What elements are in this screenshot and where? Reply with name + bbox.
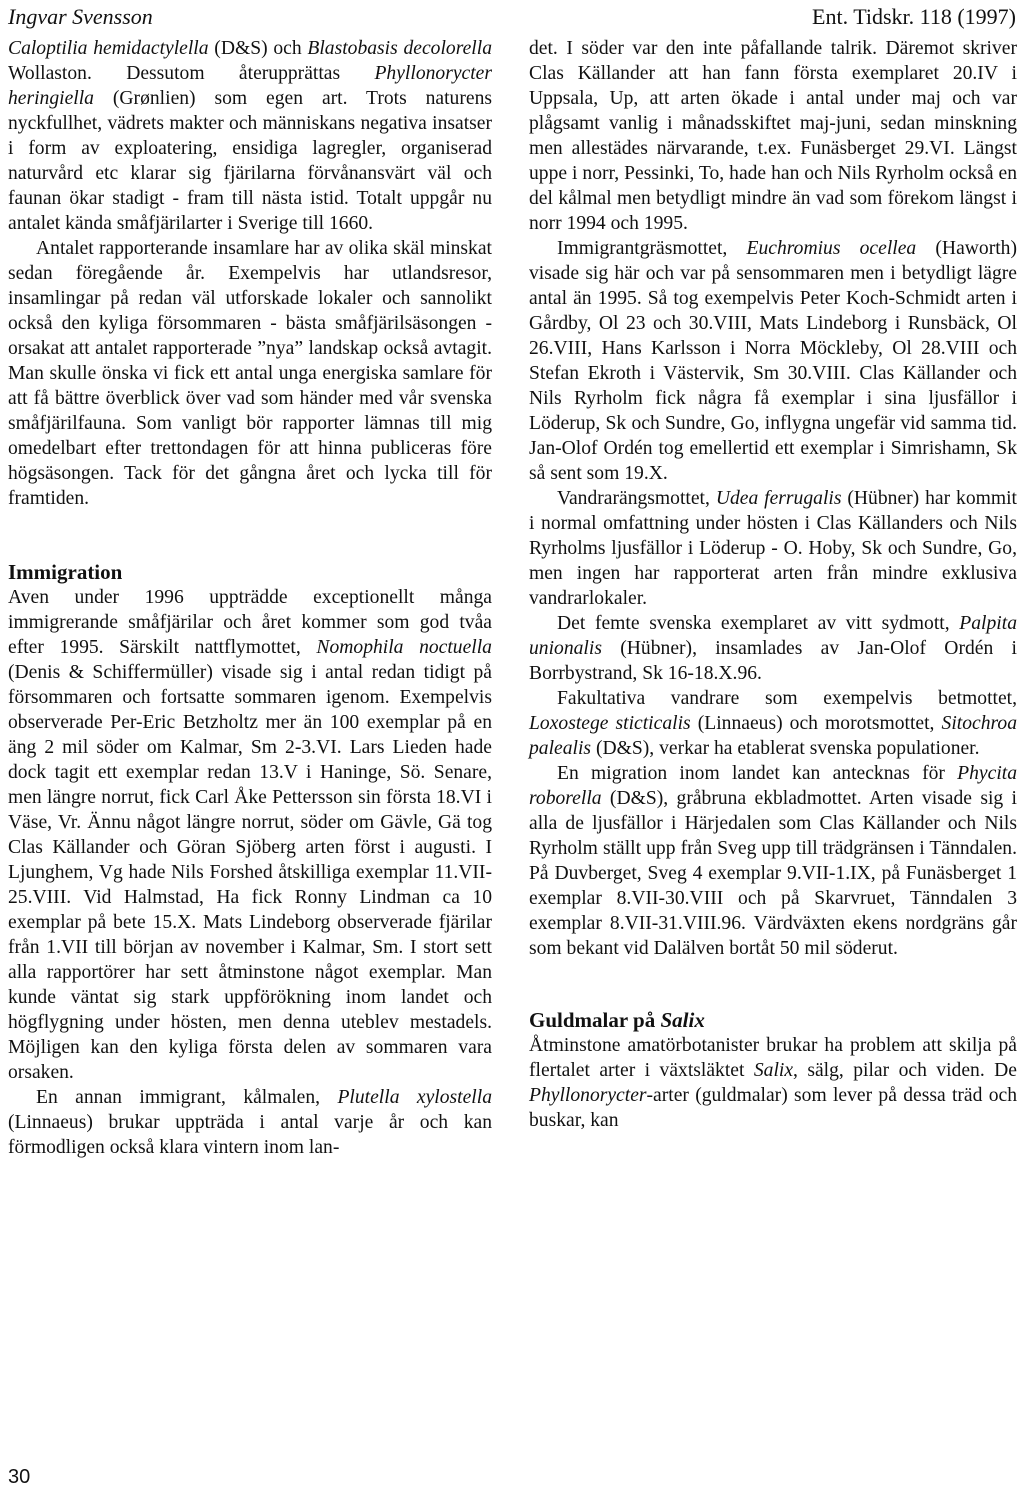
paragraph [529,236,1017,486]
italic-text: Salix [753,1060,794,1081]
paragraph [529,686,1017,761]
running-head-journal: Ent. Tidskr. 118 (1997) [812,4,1016,29]
italic-text: Blastobasis decolorella [307,38,492,59]
text-run: -arter (guldmalar) som lever på dessa träd och buskar, kan [529,1085,1017,1131]
text-run: Guldmalar på [529,1008,661,1032]
text-run: Fakultativa vandrare som exempelvis betmottet, [557,688,1017,709]
italic-text: Caloptilia hemidactylella [8,38,209,59]
text-run: Åtminstone amatörbotanister brukar ha problem att skilja på flertalet arter i växtsläktet [529,1035,1017,1081]
section-heading-immigration: Immigration [8,560,123,584]
text-run: (Denis & Schiffermüller) visade sig i antal redan tidigt på försommaren och fortsatte sommaren igenom. Exempelvis observerade Per-Eric Betzholtz mer än 100 exemplar på en äng 2 mil söder om Kalmar, Sm 2-3.VI. Lars Lieden hade dock tagit ett exemplar redan 13.V i Haninge, Sö. Senare, men längre norrut, fick Carl Åke Pettersson sin första 18.VI i Väse, Vr. Ännu något längre norrut, söder om Gävle, Gä tog Clas Källander och Göran Sjöberg arten först i augusti. I Ljunghem, Vg hade Nils Forshed åtskilliga exemplar 11.VII-25.VIII. Vid Halmstad, Ha fick Ronny Lindman ca 10 exemplar på bete 15.X. Mats Lindeborg observerade fjärilar från 1.VII till början av november i Kalmar, Sm. I stort sett alla rapportörer har sett åtminstone något exemplar. Man kunde väntat sig stark uppförökning inom landet och högflygning under hösten, men denna uteblev mestadels. Möjligen kan den kyliga första delen av sommaren vara orsaken. [8,662,492,1083]
italic-text: Loxostege sticticalis [529,713,691,734]
italic-text: Palpita unionalis [529,613,1017,659]
text-run: (Haworth) visade sig här och var på sensommaren men i betydligt lägre antal än 1995. Så tog exempelvis Peter Koch-Schmidt arten i Gårdby, Ol 23 och 30.VIII, Mats Lindeborg i Runsbäck, Ol 26.VIII, Hans Karlsson i Norra Möckleby, Ol 28.VIII och Stefan Ekroth i Västervik, Sm 30.VIII. Clas Källander och Nils Ryrholm fick några få exemplar i sina ljusfällor i Löderup, Sk och Sundre, Go, inflygna ungefär vid samma tid. Jan-Olof Ordén tog emellertid ett exemplar i Simrishamn, Sk så sent som 19.X. [529,238,1017,484]
text-run: Immigrantgräsmottet, [557,238,747,259]
italic-text: Euchromius ocellea [746,238,917,259]
text-run: (D&S), verkar ha etablerat svenska populationer. [591,738,980,759]
section-heading-guldmalar [529,1007,1017,1033]
text-run: , sälg, pilar och viden. De [793,1060,1017,1081]
text-run: (Hübner), insamlades av Jan-Olof Ordén i Borrbystrand, Sk 16-18.X.96. [529,638,1017,684]
text-run: (Hübner) har kommit i normal omfattning under hösten i Clas Källanders och Nils Ryrholms ljusfällor i Löderup - O. Hoby, Sk och Sundre, Go, men ingen har rapporterat arten från mindre exklusiva vandrarlokaler. [529,488,1017,609]
text-run: Antalet rapporterande insamlare har av olika skäl minskat sedan föregående år. Exempelvis har utlandsresor, insamlingar på redan väl utforskade lokaler och sannolikt också den kyliga försommaren - bästa småfjärilsäsongen - orsakat att antalet rapporterade ”nya” landskap också avtagit. Man skulle önska vi fick ett antal unga energiska samlare för att få bättre överblick över vad som händer med vår svenska småfjärilfauna. Som vanligt bör rapporter lämnas till mig omedelbart efter trettondagen för att hinna publiceras före högsäsongen. Tack för det gångna året och lycka till för framtiden. [8,238,492,509]
text-run: Wollaston. Dessutom återupprättas [8,63,375,84]
paragraph [8,236,492,511]
text-run: En annan immigrant, kålmalen, [36,1087,338,1108]
right-column [529,36,1017,1133]
paragraph [529,1033,1017,1133]
text-run: det. I söder var den inte påfallande talrik. Däremot skriver Clas Källander att han fann första exemplaret 20.IV i Uppsala, Up, att arten ökade i antal under maj och var plågsamt vanlig i månadsskiftet maj-juni, sedan minskning men allestädes närvarande, t.ex. Funäsberget 29.VI. Längst uppe i norr, Pessinki, To, hade han och Nils Ryrholm också en del kålmal men betydligt mindre än vad som förekom längst i norr 1994 och 1995. [529,38,1017,234]
paragraph [529,761,1017,961]
italic-text: Phyllonorycter heringiella [8,63,492,109]
text-run: En migration inom landet kan antecknas för [557,763,958,784]
paragraph [529,36,1017,236]
italic-text: Salix [660,1008,705,1032]
paragraph [8,585,492,1085]
text-run: (Linnaeus) och morotsmottet, [690,713,942,734]
page-number: 30 [8,1466,31,1488]
italic-text: Phycita roborella [529,763,1017,809]
paragraph [529,611,1017,686]
italic-text: Udea ferrugalis [715,488,842,509]
paragraph [8,1085,492,1160]
text-run: (Linnaeus) brukar uppträda i antal varje år och kan förmodligen också klara vintern inom lan- [8,1112,492,1158]
italic-text: Phyllonorycter [529,1085,647,1106]
italic-text: Sitochroa palealis [529,713,1017,759]
text-run: Vandrarängsmottet, [557,488,716,509]
paragraph [8,36,492,236]
italic-text: Plutella xylostella [337,1087,492,1108]
text-run: (D&S) och [208,38,308,59]
running-head-author: Ingvar Svensson [8,4,153,29]
italic-text: Nomophila noctuella [316,637,492,658]
text-run: Aven under 1996 uppträdde exceptionellt många immigrerande småfjärilar och året kommer som god tvåa efter 1995. Särskilt nattflymottet, [8,587,492,658]
left-column [8,36,492,1160]
text-run: Det femte svenska exemplaret av vitt sydmott, [557,613,960,634]
text-run: (Grønlien) som egen art. Trots naturens nyckfullhet, vädrets makter och människans negativa insatser i form av exploatering, ensidiga lagregler, organiserad naturvård etc klarar sig fjärilarna förvånansvärt väl och faunan ökar stadigt - fram till nästa istid. Totalt uppgår nu antalet kända småfjärilarter i Sverige till 1660. [8,88,492,234]
text-run: (D&S), gråbruna ekbladmottet. Arten visade sig i alla de ljusfällor i Härjedalen som Clas Källander och Nils Ryrholm ställt upp från Sveg upp till trädgränsen i Tänndalen. På Duvberget, Sveg 4 exemplar 9.VII-1.IX, på Funäsberget 1 exemplar 8.VII-30.VIII och på Skarvruet, Tänndalen 3 exemplar 8.VII-31.VIII.96. Värdväxten ekens nordgräns går som bekant vid Dalälven bortåt 50 mil söderut. [529,788,1017,959]
paragraph [529,486,1017,611]
